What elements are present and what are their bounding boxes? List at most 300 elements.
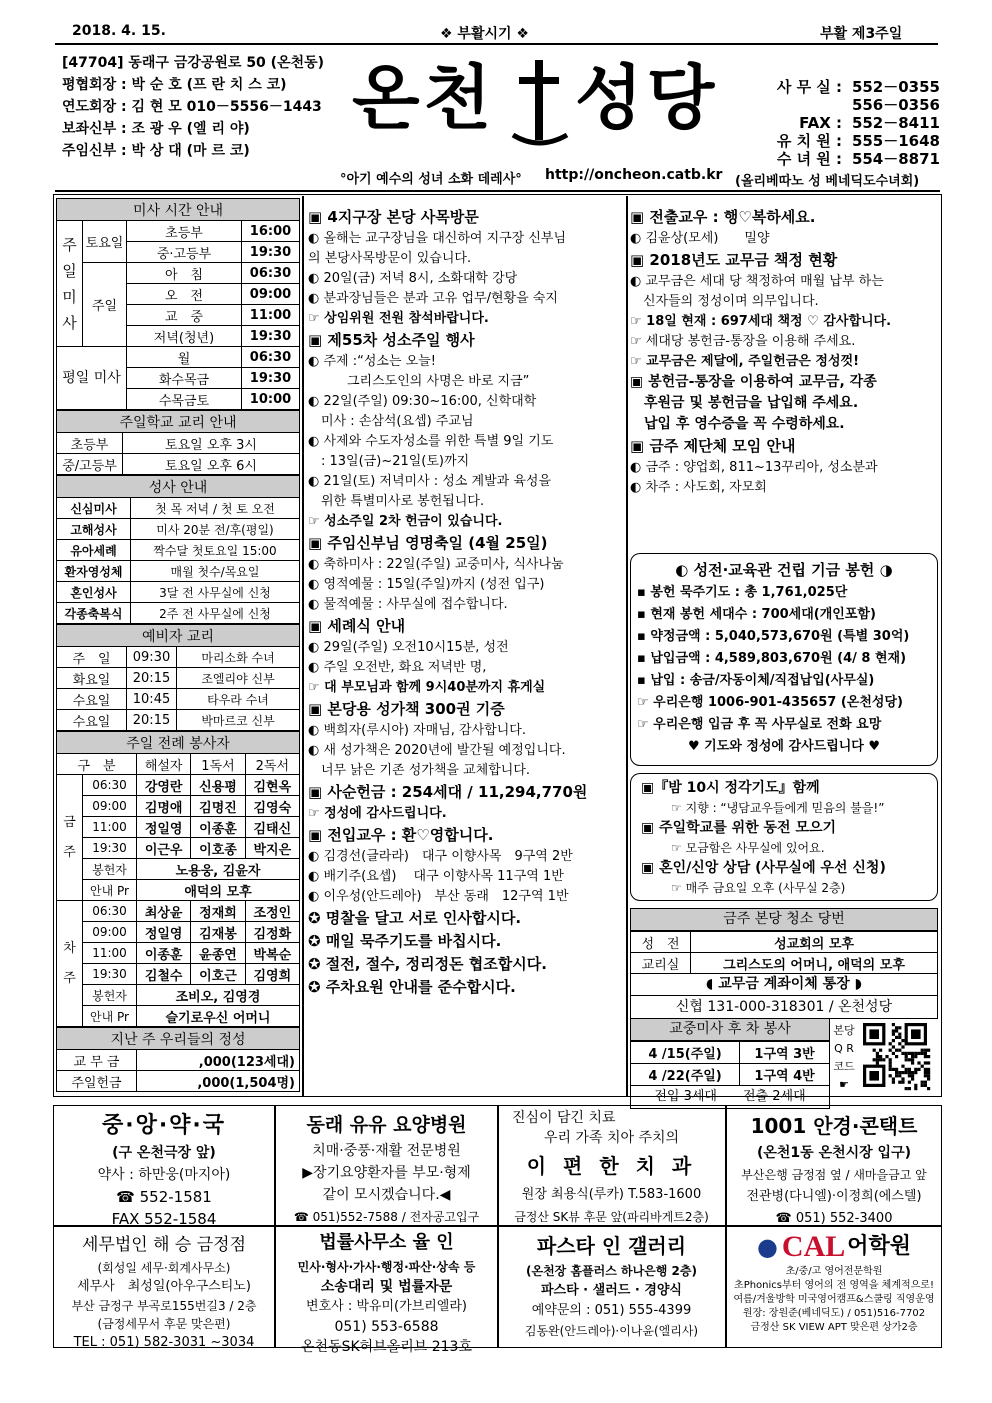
middle-column (308, 206, 624, 999)
weekday-mass-time: 06:30 (242, 347, 300, 368)
server-commentator: 김철수 (137, 964, 191, 985)
ad-optician (728, 1110, 940, 1230)
hymnal-donation-line: 너무 낡은 기존 성가책을 교체합니다. (308, 763, 531, 778)
vocation-sunday-line: ◐ 주제 :“성소는 오늘! (308, 354, 436, 369)
ad7-line: 예약문의 : 051) 555-4399 (531, 1303, 692, 1318)
guide-label: 안내 Pr (83, 1006, 137, 1027)
servers-head: 해설자 (137, 754, 191, 775)
academy-line: 여름/겨울방학 미국영어캠프&스쿨링 직영운영 (733, 1294, 935, 1305)
sacrament-name: 고해성사 (57, 519, 131, 540)
ad6-line: 소송대리 및 법률자문 (320, 1279, 453, 1295)
header-value: 조 광 우 (엘 리 야) (126, 121, 250, 137)
ad1-line: (구 온천극장 앞) (112, 1145, 216, 1161)
ad-academy (728, 1229, 940, 1335)
table-row (57, 263, 300, 284)
mass-name: 오 전 (127, 284, 242, 305)
table-row (57, 922, 300, 943)
table-row (57, 1071, 300, 1092)
ad6-line: 민사·형사·가사·행정·파산·상속 등 (297, 1260, 476, 1274)
tea-date: 4 /22(주일) (631, 1064, 740, 1086)
hymnal-donation-title: ▣ 본당용 성가책 300권 기증 (308, 700, 505, 718)
server-reader-1: 신용평 (191, 775, 245, 796)
ad2-line: ☎ 051)552-7588 / 전자공고입구 (293, 1210, 480, 1224)
academy-logo (728, 1229, 940, 1265)
school-title: 주일학교 교리 안내 (57, 411, 300, 433)
contact-label: 사 무 실 : (776, 78, 842, 96)
ad5-line: TEL : 051) 582-3031 ~3034 (73, 1335, 255, 1350)
contacts (735, 78, 940, 168)
weekday-mass-time: 19:30 (242, 368, 300, 389)
table-row (57, 454, 300, 475)
pastoral-visit-title: ▣ 4지구장 본당 사목방문 (308, 208, 479, 226)
mass-time: 06:30 (242, 263, 300, 284)
sacrament-name: 유아세례 (57, 540, 131, 561)
cat-time: 10:45 (127, 689, 177, 710)
ad5-line: (금정세무서 후문 맞은편) (97, 1317, 231, 1331)
header-label: 연도회장 : (62, 99, 127, 115)
server-reader-2: 김태신 (245, 817, 299, 838)
table-row (57, 1028, 300, 1050)
week-label: 차 주 (57, 901, 83, 1027)
academy-line: 금정산 SK VIEW APT 맞은편 상가2층 (750, 1322, 918, 1333)
catechumen-table (56, 624, 300, 731)
title-right: 성당 (575, 61, 719, 138)
table-row (57, 985, 300, 1006)
server-time: 09:00 (83, 796, 137, 817)
pastor-feast-line: ◐ 영적예물 : 15일(주일)까지 (성전 입구) (308, 577, 545, 592)
title-left: 온천 (352, 61, 496, 138)
fund-line: ▪ 납입금액 : 4,589,803,670원 (4/ 8 현재) (637, 651, 907, 666)
qr-label-line: ☛ (839, 1078, 849, 1091)
academy-name: 어학원 (847, 1234, 912, 1259)
notice-title: ▣ 혼인/신앙 상담 (사무실에 우선 신청) (641, 860, 886, 876)
offering-name: 교 무 금 (57, 1050, 137, 1071)
ad4-line: 부산은행 금정점 옆 / 새마을금고 앞 (741, 1168, 927, 1182)
mass-name: 초등부 (127, 221, 242, 242)
lent-offering-emphasis: ☞ 정성에 감사드립니다. (308, 806, 447, 821)
departing-parishioners-title: ▣ 전출교우 : 행♡복하세요. (630, 208, 816, 226)
table-row (57, 710, 300, 731)
pastor-feast-line: ◐ 축하미사 : 22일(주일) 교중미사, 식사나눔 (308, 557, 564, 572)
cat-teacher: 조엘리야 신부 (177, 668, 300, 689)
right-column-notices (630, 206, 938, 498)
ad5-line: 세무사 최성일(아우구스티노) (77, 1279, 251, 1294)
contact-label: 유 치 원 : (776, 132, 842, 150)
qr-label-line: 본당 (833, 1024, 855, 1037)
tea-group: 1구역 3반 (740, 1042, 830, 1064)
servers-title: 주일 전례 봉사자 (57, 732, 300, 754)
lent-offering-title: ▣ 사순헌금 : 254세대 / 11,294,770원 (308, 783, 588, 801)
weekday-mass-name: 화수목금 (127, 368, 242, 389)
pastoral-visit-line: ◐ 올해는 교구장님을 대신하여 지구장 신부님 (308, 231, 567, 246)
vocation-sunday-line: 위한 특별미사로 봉헌됩니다. (308, 494, 485, 509)
table-row (57, 411, 300, 433)
server-reader-2: 박지은 (245, 838, 299, 859)
sacrament-info: 매월 첫수/목요일 (131, 561, 300, 582)
group-meetings-line: ◐ 금주 : 양업회, 811~13꾸리아, 성소분과 (630, 460, 878, 475)
cat-time: 09:30 (127, 647, 177, 668)
table-row (631, 953, 938, 974)
ad1-line: 약사 : 하만웅(마지아) (97, 1167, 231, 1183)
qr-code-icon[interactable] (860, 1022, 936, 1092)
offertory-label: 봉헌자 (83, 985, 137, 1006)
ad4-line: 1001 안경·콘택트 (750, 1114, 918, 1138)
last-week-title: 지난 주 우리들의 정성 (57, 1028, 300, 1050)
ad6-line: 법률사무소 율 인 (319, 1232, 454, 1253)
mass-name: 중·고등부 (127, 242, 242, 263)
sacrament-name: 혼인성사 (57, 582, 131, 603)
ad3-line: 우리 가족 치아 주치의 (543, 1130, 680, 1146)
table-row (57, 775, 300, 796)
ad-pharmacy (56, 1110, 272, 1230)
table-row (57, 880, 300, 901)
server-reader-1: 이호종 (191, 838, 245, 859)
cat-day: 수요일 (57, 710, 127, 731)
cat-time: 20:15 (127, 668, 177, 689)
vocation-sunday-emphasis: ☞ 성소주일 2차 헌금이 있습니다. (308, 514, 503, 529)
hymnal-donation-line: ◐ 새 성가책은 2020년에 발간될 예정입니다. (308, 743, 566, 758)
cat-day: 수요일 (57, 689, 127, 710)
table-row (57, 668, 300, 689)
tea-group: 1구역 4반 (740, 1064, 830, 1086)
sacrament-info: 미사 20분 전/후(평일) (131, 519, 300, 540)
table-row (57, 1050, 300, 1071)
contact-label: FAX : (799, 114, 842, 132)
server-reader-2: 박복순 (245, 943, 299, 964)
server-time: 06:30 (83, 775, 137, 796)
fund-line: ☞ 우리은행 1006-901-435657 (온천성당) (637, 695, 903, 710)
baptism-line: ◐ 주일 오전반, 화요 저녁반 명, (308, 660, 487, 675)
table-row (631, 932, 938, 953)
table-row (57, 943, 300, 964)
weekday-mass-time: 10:00 (242, 389, 300, 410)
address: [47704] 동래구 금강공원로 50 (온천동) (62, 55, 325, 71)
academy-line: 원장: 장원준(베네딕도) / 051)516-7702 (742, 1308, 926, 1319)
servers-head: 2독서 (245, 754, 299, 775)
ad6-line: 변호사 : 박유미(가브리엘라) (306, 1299, 467, 1314)
liturgical-season: ❖ 부활시기 ❖ (440, 26, 529, 42)
ad4-line: ☎ 051) 552-3400 (775, 1211, 893, 1226)
server-time: 11:00 (83, 817, 137, 838)
pastor-feast-line: ◐ 물적예물 : 사무실에 접수합니다. (308, 597, 508, 612)
ad-pasta (500, 1231, 723, 1341)
bank-account: 신협 131-000-318301 / 온천성당 (630, 996, 938, 1019)
academy-line: 초Phonics부터 영어의 전 영역을 체계적으로! (734, 1280, 934, 1291)
table-row (57, 625, 300, 647)
server-time: 11:00 (83, 943, 137, 964)
ad-tax-office (56, 1231, 272, 1353)
ad5-line: 부산 금정구 부곡로155번길3 / 2층 (71, 1299, 257, 1313)
vocation-sunday-line: 미사 : 손삼석(요셉) 주교님 (308, 414, 474, 429)
table-row (57, 582, 300, 603)
sacrament-title: 성사 안내 (57, 476, 300, 498)
pastoral-visit-emphasis: ☞ 상임위원 전원 참석바랍니다. (308, 311, 489, 326)
server-reader-1: 김재봉 (191, 922, 245, 943)
offertory-value: 노용웅, 김윤자 (137, 859, 300, 880)
table-row (631, 1042, 830, 1064)
mass-name: 저녁(청년) (127, 326, 242, 347)
weekday-mass-name: 수목금토 (127, 389, 242, 410)
contact-row (735, 78, 940, 96)
mass-title: 미사 시간 안내 (57, 199, 300, 221)
cleaning-table (630, 931, 938, 974)
mass-time: 19:30 (242, 326, 300, 347)
fund-thanks: ♥ 기도와 정성에 감사드립니다 ♥ (687, 739, 881, 754)
contact-value: 552－0355 (851, 78, 940, 96)
cat-day: 주 일 (57, 647, 127, 668)
mass-time: 16:00 (242, 221, 300, 242)
contact-row (735, 96, 940, 114)
notice-title: ▣『밤 10시 정각기도』함께 (641, 780, 820, 796)
qr-label-line: Q R (834, 1042, 854, 1055)
server-reader-1: 정재희 (191, 901, 245, 922)
header-row (62, 96, 322, 116)
sacrament-table (56, 475, 300, 624)
qr-label (832, 1022, 856, 1094)
table-row (57, 732, 300, 754)
server-reader-1: 윤종연 (191, 943, 245, 964)
new-parishioners-line: ◐ 김경선(글라라) 대구 이향사목 9구역 2반 (308, 849, 573, 864)
server-commentator: 정일영 (137, 817, 191, 838)
parish-url[interactable]: http://oncheon.catb.kr (545, 167, 723, 183)
vocation-sunday-line: 그리스도인의 사명은 바로 지금” (308, 374, 530, 389)
bankbook-line: 후원금 및 봉헌금을 납입해 주세요. (630, 395, 859, 411)
cross-logo-icon (505, 55, 575, 155)
convent-name: (올리베따노 성 베네딕도수녀회) (735, 174, 920, 189)
mass-schedule-table (56, 198, 300, 410)
table-row (57, 540, 300, 561)
vocation-sunday-title: ▣ 제55차 성소주일 행사 (308, 331, 475, 349)
reminder-line: ✪ 명찰을 달고 서로 인사합시다. (308, 909, 522, 927)
offering-name: 주일헌금 (57, 1071, 137, 1092)
ad1-line: ☎ 552-1581 (116, 1188, 212, 1206)
notice-sub: ☞ 지향 : “냉담교우들에게 믿음의 불을!” (671, 801, 885, 815)
server-reader-2: 김영숙 (245, 796, 299, 817)
header-value: 박 상 대 (마 르 코) (126, 143, 250, 159)
mass-name: 교 중 (127, 305, 242, 326)
last-week-offering-table (56, 1027, 300, 1092)
table-row (57, 433, 300, 454)
academy-brand: CAL (781, 1230, 846, 1263)
ad-hospital (278, 1110, 495, 1228)
bank-title: ◖ 교무금 계좌이체 통장 ◗ (630, 974, 938, 996)
header-label: 평협회장 : (62, 77, 127, 93)
cleaning-place: 교리실 (631, 953, 691, 974)
header-label: 보좌신부 : (62, 121, 127, 137)
guide-value: 슬기로우신 어머니 (137, 1006, 300, 1027)
ad7-line: 파스타 · 샐러드 · 경양식 (540, 1283, 682, 1298)
notice-sub: ☞ 매주 금요일 오후 (사무실 2층) (671, 881, 846, 895)
cat-time: 20:15 (127, 710, 177, 731)
table-row (57, 901, 300, 922)
cat-day: 화요일 (57, 668, 127, 689)
mass-time: 09:00 (242, 284, 300, 305)
baptism-title: ▣ 세례식 안내 (308, 617, 406, 635)
header-value: 김 현 모 010－5556－1443 (126, 99, 322, 115)
contact-value: 554－8871 (851, 150, 940, 168)
tea-service (630, 1018, 830, 1109)
header-row (62, 74, 287, 94)
bankbook-line: 납입 후 영수증을 꼭 수령하세요. (630, 416, 845, 432)
notice-title: ▣ 주일학교를 위한 동전 모으기 (641, 820, 837, 836)
table-row (57, 221, 300, 242)
fund-line: ☞ 우리은행 입금 후 꼭 사무실로 전화 요망 (637, 717, 882, 732)
table-row (57, 1006, 300, 1027)
ad-dental (500, 1108, 723, 1228)
offering-value: ,000(1,504명) (137, 1071, 300, 1092)
parishioner-movement: 전입 3세대 전출 2세대 (630, 1086, 830, 1109)
weekday-mass-label: 평일 미사 (57, 347, 127, 410)
offering-value: ,000(123세대) (137, 1050, 300, 1071)
ad6-line: 051) 553-6588 (334, 1319, 439, 1335)
new-parishioners-line: ◐ 이우성(안드레아) 부산 동래 12구역 1반 (308, 889, 569, 904)
vocation-sunday-line: ◐ 21일(토) 저녁미사 : 성소 계발과 육성을 (308, 474, 552, 489)
liturgy-servers-table (56, 731, 300, 1027)
contact-label: 수 녀 원 : (776, 150, 842, 168)
guide-label: 안내 Pr (83, 880, 137, 901)
school-schedule-table (56, 410, 300, 475)
cleaning-place: 성 전 (631, 932, 691, 953)
school-time: 토요일 오후 3시 (123, 433, 300, 454)
week-label: 금 주 (57, 775, 83, 901)
school-time: 토요일 오후 6시 (123, 454, 300, 475)
hymnal-donation-line: ◐ 백희자(루시아) 자매님, 감사합니다. (308, 723, 526, 738)
fund-line: ▪ 봉헌 묵주기도 : 총 1,761,025단 (637, 585, 848, 600)
parish-info (58, 50, 341, 190)
ad3-line: 원장 최용식(루카) T.583-1600 (521, 1187, 702, 1202)
tithe-status-line: ◐ 교무금은 세대 당 책정하여 매월 납부 하는 (630, 274, 884, 289)
pastoral-visit-line: 의 본당사목방문이 있습니다. (308, 251, 472, 266)
sacrament-info: 3달 전 사무실에 신청 (131, 582, 300, 603)
contact-value: 555－1648 (851, 132, 940, 150)
servers-head: 1독서 (191, 754, 245, 775)
school-group: 중/고등부 (57, 454, 123, 475)
issue-date: 2018. 4. 15. (72, 23, 166, 39)
table-row (631, 1064, 830, 1086)
reminder-line: ✪ 절전, 절수, 정리정돈 협조합시다. (308, 955, 547, 973)
table-row (57, 199, 300, 221)
tithe-status-emphasis: ☞ 18일 현재 : 697세대 책정 ♡ 감사합니다. (630, 314, 892, 329)
table-row (57, 476, 300, 498)
server-time: 19:30 (83, 838, 137, 859)
table-row (57, 347, 300, 368)
table-row (57, 796, 300, 817)
table-row (57, 561, 300, 582)
pastoral-visit-line: ◐ 20일(금) 저녁 8시, 소화대학 강당 (308, 271, 518, 286)
saturday-label: 토요일 (83, 221, 127, 263)
vocation-sunday-line: ◐ 22일(주일) 09:30~16:00, 신학대학 (308, 394, 537, 409)
table-row (57, 647, 300, 668)
ad3-line: 이 편 한 치 과 (526, 1154, 697, 1178)
ad3-line: 진심이 담긴 치료 (512, 1110, 616, 1126)
server-commentator: 최상윤 (137, 901, 191, 922)
contact-row (735, 150, 940, 168)
table-row (57, 838, 300, 859)
departing-parishioners-line: ◐ 김윤상(모세) 밀양 (630, 231, 770, 246)
ad3-line: 금정산 SK뷰 후문 앞(파리바게트2층) (514, 1210, 709, 1224)
prayer-box (630, 773, 938, 901)
ad2-line: 같이 모시겠습니다.◀ (322, 1187, 451, 1203)
vocation-sunday-line: ◐ 사제와 수도자성소를 위한 특별 9일 기도 (308, 434, 554, 449)
sacrament-name: 각종축복식 (57, 603, 131, 624)
ad7-line: 김동완(안드레아)·이나윤(엘리사) (524, 1324, 699, 1338)
baptism-line: ◐ 29일(주일) 오전10시15분, 성전 (308, 640, 509, 655)
catechumen-title: 예비자 교리 (57, 625, 300, 647)
tithe-status-line: 신자들의 정성이며 의무입니다. (630, 294, 819, 309)
group-meetings-line: ◐ 차주 : 사도회, 자모회 (630, 480, 767, 495)
table-row (57, 859, 300, 880)
table-row (57, 964, 300, 985)
cat-teacher: 마리소화 수녀 (177, 647, 300, 668)
sacrament-name: 신심미사 (57, 498, 131, 519)
server-commentator: 정일영 (137, 922, 191, 943)
offertory-label: 봉헌자 (83, 859, 137, 880)
cleaning-title: 금주 본당 청소 당번 (630, 908, 938, 931)
ad2-line: 동래 유유 요양병원 (306, 1114, 467, 1136)
table-row (57, 817, 300, 838)
header-row (62, 118, 250, 138)
tithe-note: ☞ 세대당 봉헌금-통장을 이용해 주세요. (630, 334, 856, 349)
sacrament-name: 환자영성체 (57, 561, 131, 582)
server-reader-1: 김명진 (191, 796, 245, 817)
header-row (62, 140, 250, 160)
left-column (56, 198, 300, 1092)
cleaning-group: 그리스도의 어머니, 애덕의 모후 (691, 953, 938, 974)
tea-table (630, 1041, 830, 1086)
contact-row (735, 114, 940, 132)
tithe-status-title: ▣ 2018년도 교무금 책정 현황 (630, 251, 838, 269)
group-meetings-title: ▣ 금주 제단체 모임 안내 (630, 437, 796, 455)
ad1-line: 중·앙·약·국 (101, 1113, 227, 1138)
mass-name: 아 침 (127, 263, 242, 284)
ad5-line: 세무법인 해 승 금정점 (81, 1235, 246, 1255)
academy-line: 초/중/고 영어전문학원 (785, 1266, 883, 1277)
fund-line: ▪ 납입 : 송금/자동이체/직접납입(사무실) (637, 673, 875, 688)
new-parishioners-line: ◐ 배기주(요셉) 대구 이향사목 11구역 1반 (308, 869, 564, 884)
sunday-mass-label: 주 일 미 사 (57, 221, 83, 347)
fund-line: ▪ 약정금액 : 5,040,573,670원 (특별 30억) (637, 629, 910, 644)
liturgical-week: 부활 제3주일 (820, 26, 903, 42)
table-row (57, 519, 300, 540)
pastor-feast-title: ▣ 주임신부님 영명축일 (4월 25일) (308, 534, 548, 552)
ad7-line: 파스타 인 갤러리 (536, 1234, 687, 1258)
tithe-emphasis: ☞ 교무금은 제달에, 주일헌금은 정성껏! (630, 354, 859, 369)
server-commentator: 이종훈 (137, 943, 191, 964)
server-time: 19:30 (83, 964, 137, 985)
cat-teacher: 타우라 수녀 (177, 689, 300, 710)
school-group: 초등부 (57, 433, 123, 454)
globe-icon: ● (756, 1233, 778, 1261)
server-reader-2: 김현옥 (245, 775, 299, 796)
ad-law-office (278, 1229, 495, 1357)
bankbook-line: ▣ 봉헌금-통장을 이용하여 교무금, 각종 (630, 374, 877, 390)
fund-line: ▪ 현재 봉헌 세대수 : 700세대(개인포함) (637, 607, 876, 622)
notice-sub: ☞ 모금함은 사무실에 있어요. (671, 841, 825, 855)
cat-teacher: 박마르코 신부 (177, 710, 300, 731)
ad2-line: 치매·중풍·재활 전문병원 (312, 1143, 461, 1159)
reminder-line: ✪ 매일 묵주기도를 바칩시다. (308, 932, 502, 950)
server-time: 06:30 (83, 901, 137, 922)
ad7-line: (온천장 홈플러스 하나은행 2층) (526, 1264, 697, 1278)
server-commentator: 김명애 (137, 796, 191, 817)
table-row (57, 689, 300, 710)
reminder-line: ✪ 주차요원 안내를 준수합시다. (308, 978, 516, 996)
tea-date: 4 /15(주일) (631, 1042, 740, 1064)
server-commentator: 강영란 (137, 775, 191, 796)
sacrament-info: 2주 전 사무실에 신청 (131, 603, 300, 624)
sacrament-info: 첫 목 저녁 / 첫 토 오전 (131, 498, 300, 519)
tea-title: 교중미사 후 차 봉사 (630, 1018, 830, 1041)
